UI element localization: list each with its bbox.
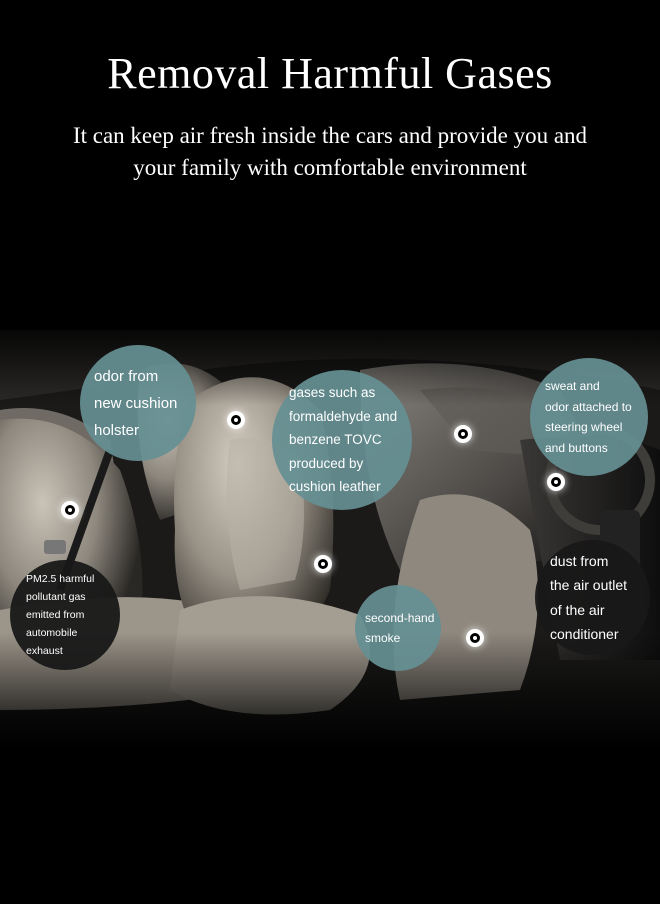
gases-line-4: produced by — [289, 455, 364, 471]
odor-line-2: new cushion — [94, 394, 178, 412]
sweat-line-2: odor attached to — [545, 399, 632, 414]
page-subtitle — [10, 120, 650, 184]
odor-line-1: odor from — [94, 367, 159, 385]
dust-line-3: of the air — [550, 601, 605, 618]
odor-bubble — [80, 345, 196, 461]
sweat-line-3: steering wheel — [545, 420, 623, 434]
subtitle-line-2: your family with comfortable environment — [133, 155, 527, 180]
gases-bubble — [272, 370, 412, 510]
pm25-marker-icon — [61, 501, 79, 519]
dust-line-2: the air outlet — [550, 577, 628, 593]
gases-line-3: benzene TOVC — [289, 432, 382, 448]
pm25-line-3: emitted from — [26, 609, 85, 621]
pm25-line-4: automobile — [26, 627, 78, 639]
gases-line-2: formaldehyde and — [289, 408, 398, 424]
pm25-bubble — [10, 560, 120, 670]
smoke-marker-icon — [466, 629, 484, 647]
odor-line-3: holster — [94, 421, 140, 439]
gases-marker-icon — [454, 425, 472, 443]
sweat-bubble — [530, 358, 648, 476]
dust-line-1: dust from — [550, 552, 609, 569]
gases-line-5: cushion leather — [289, 479, 381, 495]
seat-marker-icon — [314, 555, 332, 573]
dust-bubble — [535, 540, 650, 655]
smoke-line-2: smoke — [365, 631, 401, 645]
smoke-bubble — [355, 585, 441, 671]
pm25-line-5: exhaust — [26, 645, 63, 657]
sweat-marker-icon — [547, 473, 565, 491]
gases-line-1: gases such as — [289, 385, 376, 401]
page-title: Removal Harmful Gases — [107, 49, 553, 98]
pm25-line-1: PM2.5 harmful — [26, 573, 95, 585]
dust-line-4: conditioner — [550, 626, 619, 642]
car-interior-photo — [0, 330, 660, 750]
pm25-line-2: pollutant gas — [26, 591, 86, 603]
odor-marker-icon — [227, 411, 245, 429]
subtitle-line-1: It can keep air fresh inside the cars and provide you and — [72, 123, 588, 148]
sweat-line-4: and buttons — [545, 440, 608, 455]
smoke-line-1: second-hand — [365, 611, 435, 625]
sweat-line-1: sweat and — [545, 379, 600, 393]
